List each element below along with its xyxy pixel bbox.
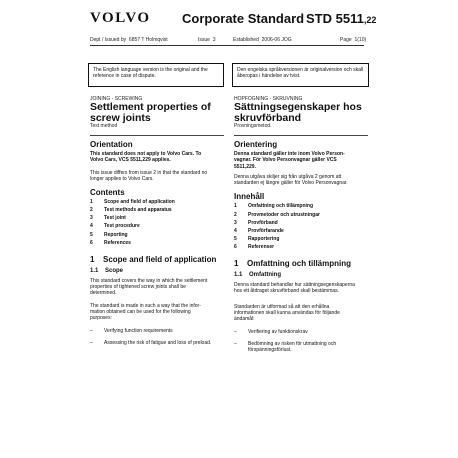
scope-paragraph xyxy=(234,282,368,295)
toc-item[interactable] xyxy=(90,215,224,223)
toc-number: 5 xyxy=(234,235,237,242)
text-line: longer applies to Volvo Cars. xyxy=(90,175,154,182)
toc-label: Test procedure xyxy=(104,223,140,230)
toc-label: Provförband xyxy=(248,219,278,226)
document-title xyxy=(234,102,368,123)
standard-number-main: STD 5511 xyxy=(306,11,364,26)
toc-label: Omfattning och tillämpning xyxy=(248,203,313,210)
text-line: Volvo Cars, VCS 5511,229 applies. xyxy=(90,157,171,164)
category: JOINING - SCREWING xyxy=(90,96,143,102)
standard-number-version: ,22 xyxy=(363,15,377,25)
text-line: This standard covers the way in which the settlement xyxy=(90,277,208,284)
list-text: Bedömning av risken för utmattning och xyxy=(248,340,337,347)
orientation-paragraph xyxy=(234,174,368,187)
list-item-continuation xyxy=(234,347,368,353)
table-of-contents xyxy=(234,203,368,252)
list-dash: – xyxy=(90,327,93,334)
purpose-paragraph xyxy=(90,303,224,322)
toc-label: References xyxy=(104,239,131,246)
list-text: Verifying function requirements xyxy=(104,327,173,334)
issue-label: Issue xyxy=(198,37,210,43)
purpose-paragraph xyxy=(234,304,368,323)
toc-number: 5 xyxy=(90,231,93,238)
title-line: Settlement properties of xyxy=(90,101,211,113)
established-value: 2006-06 JOG xyxy=(261,37,292,43)
list-item xyxy=(90,340,224,346)
section-1-heading xyxy=(234,259,368,268)
category: HOPFOGNING - SKRUVNING xyxy=(234,96,303,102)
section-number: 1 xyxy=(234,259,239,269)
contents-heading: Contents xyxy=(90,188,125,198)
section-title: Scope xyxy=(105,267,124,274)
orientation-bold-text xyxy=(234,151,368,170)
orientation-heading: Orientering xyxy=(234,140,278,149)
orientation-bold-text xyxy=(90,151,224,164)
toc-item[interactable] xyxy=(90,223,224,231)
list-item xyxy=(234,329,368,335)
section-title: Omfattning och tillämpning xyxy=(247,259,351,269)
toc-item[interactable] xyxy=(234,212,368,220)
section-number: 1.1 xyxy=(234,272,243,279)
list-dash: – xyxy=(234,340,237,347)
toc-label: Rapportering xyxy=(248,235,280,242)
issue-value: 3 xyxy=(212,37,216,43)
section-title: Omfattning xyxy=(249,272,281,279)
toc-number: 1 xyxy=(234,203,237,210)
established-label: Established xyxy=(233,37,259,43)
toc-label: Referenser xyxy=(248,243,275,250)
toc-number: 2 xyxy=(90,207,93,214)
text-line: determined. xyxy=(90,290,117,297)
text-line: This issue differs from issue 2 in that the standard no xyxy=(90,169,208,176)
toc-label: Reporting xyxy=(104,231,128,238)
section-number: 1 xyxy=(90,254,95,264)
toc-item[interactable] xyxy=(234,236,368,244)
toc-number: 1 xyxy=(90,199,93,206)
text-line: This standard does not apply to Volvo Cars. To xyxy=(90,151,202,157)
toc-label: Scope and field of application xyxy=(104,199,175,206)
dept-value: 6857 T Holmqvist xyxy=(128,37,168,43)
document-title xyxy=(90,102,224,123)
established-field xyxy=(233,37,292,43)
toc-item[interactable] xyxy=(90,240,224,248)
section-number: 1.1 xyxy=(90,267,99,274)
document-subtitle: Test method xyxy=(90,123,118,129)
list-item xyxy=(90,328,224,334)
toc-item[interactable] xyxy=(234,203,368,211)
toc-item[interactable] xyxy=(90,232,224,240)
table-of-contents xyxy=(90,199,224,248)
section-title: Scope and field of application xyxy=(103,254,217,264)
text-line: informationen skall kunna användas för följande xyxy=(234,309,340,316)
section-1-heading xyxy=(90,255,224,264)
contents-heading: Innehåll xyxy=(234,192,265,202)
toc-number: 6 xyxy=(234,243,237,250)
volvo-logo: VOLVO xyxy=(90,10,151,26)
issue-field xyxy=(198,37,216,43)
text-line: Standarden är utformad så att den erhållna xyxy=(234,303,330,310)
toc-item[interactable] xyxy=(234,228,368,236)
page-label: Page xyxy=(340,37,352,43)
list-text: Assessing the risk of fatigue and loss of preload. xyxy=(104,339,212,346)
title-divider xyxy=(234,135,368,136)
text-line: standarden ej längre gäller för Volvo Personvagnar. xyxy=(234,180,348,187)
dept-label: Dept / Issued by xyxy=(90,37,127,43)
toc-label: Provförfarande xyxy=(248,227,284,234)
spacer xyxy=(234,252,368,256)
toc-item[interactable] xyxy=(234,220,368,228)
spacer xyxy=(90,248,224,252)
document-subtitle: Provningsmetod. xyxy=(234,123,272,129)
text-line: ändamål: xyxy=(234,316,255,323)
text-line: properties of tightened screw joints shall be xyxy=(90,284,186,291)
swedish-column xyxy=(234,96,368,359)
text-line: Denna standard behandlar hur sättningsegenskaperna xyxy=(234,282,355,289)
list-text: Verifiering av funktionskrav xyxy=(248,328,308,335)
title-line: skruvförband xyxy=(234,111,302,124)
text-line: Denna standard gäller inte inom Volvo Person- xyxy=(234,151,345,157)
scope-paragraph xyxy=(90,278,224,297)
toc-number: 3 xyxy=(234,219,237,226)
title-line: screw joints xyxy=(90,111,151,124)
toc-number: 6 xyxy=(90,239,93,246)
toc-item[interactable] xyxy=(90,199,224,207)
text-line: vagnar. För Volvo Personvagnar gäller VCS xyxy=(234,157,337,164)
section-1-1-heading xyxy=(90,267,224,275)
list-dash: – xyxy=(234,328,237,335)
document-type: Corporate Standard xyxy=(182,11,305,26)
standard-number xyxy=(306,11,376,26)
text-line: hos ett åtdraget skruvförband skall bestämmas. xyxy=(234,288,340,295)
section-1-1-heading xyxy=(234,271,368,279)
toc-item[interactable] xyxy=(234,244,368,252)
toc-number: 4 xyxy=(90,223,93,230)
text-line: purposes: xyxy=(90,315,112,322)
text-line: The standard is made in such a way that the infor- xyxy=(90,302,201,309)
toc-label: Provmetoder och utrustningar xyxy=(248,211,320,218)
list-dash: – xyxy=(90,339,93,346)
title-line: Sättningsegenskaper hos xyxy=(234,101,362,113)
text-line: mation obtained can be used for the following xyxy=(90,308,191,315)
toc-number: 3 xyxy=(90,215,93,222)
text-line: Denna utgåva skiljer sig från utgåva 2 genom att xyxy=(234,173,342,180)
toc-label: Test methods and apparatus xyxy=(104,207,172,214)
header-divider xyxy=(90,45,364,46)
page-value: 1(10) xyxy=(354,37,367,43)
page-field xyxy=(340,37,366,43)
english-column xyxy=(90,96,224,352)
english-notice-box: The English language version is the original and the reference in case of dispute. xyxy=(88,63,224,87)
toc-number: 4 xyxy=(234,227,237,234)
toc-item[interactable] xyxy=(90,207,224,215)
swedish-notice-box: Den engelska språkversionen är originalversion och skall åberopas i händelse av tvist. xyxy=(232,63,369,87)
orientation-paragraph xyxy=(90,170,224,183)
title-divider xyxy=(90,135,224,136)
orientation-heading: Orientation xyxy=(90,140,133,149)
list-text: förspänningsförlust. xyxy=(248,347,292,354)
toc-number: 2 xyxy=(234,211,237,218)
text-line: 5511,229. xyxy=(234,163,256,170)
dept-field xyxy=(90,37,168,43)
toc-label: Test joint xyxy=(104,215,126,222)
